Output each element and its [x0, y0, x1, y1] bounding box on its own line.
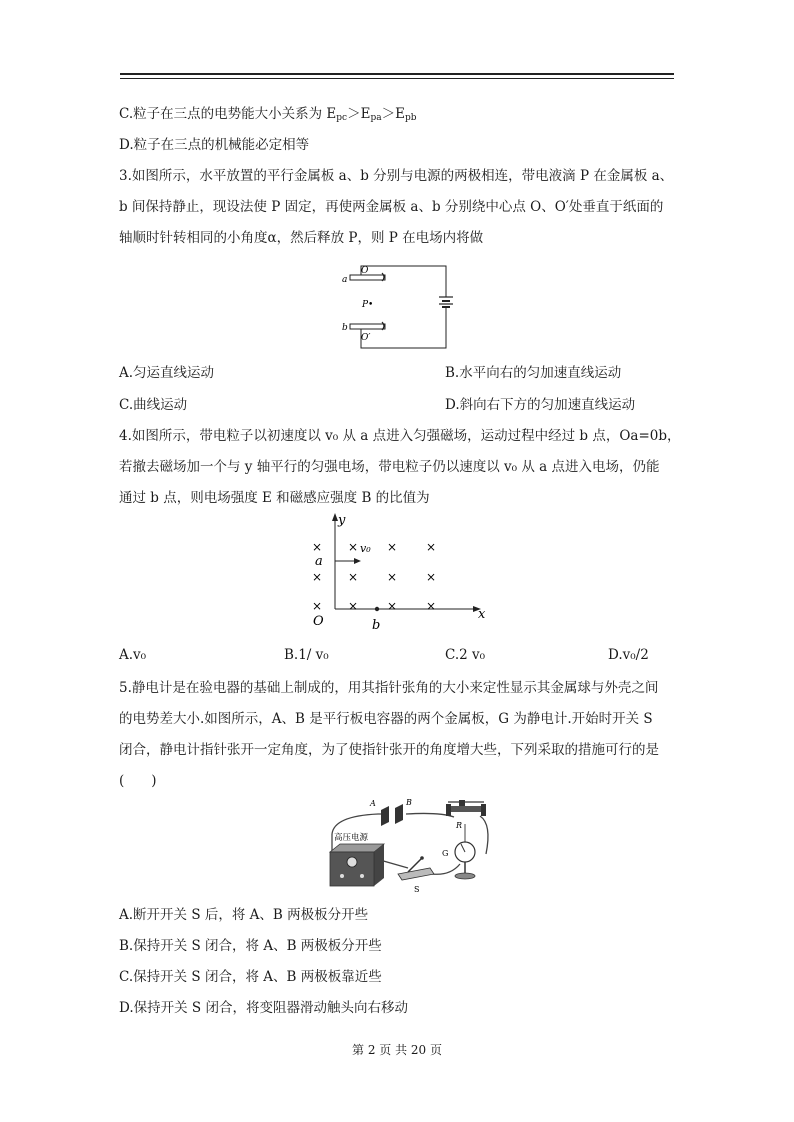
q4-axis-x-label: x: [478, 607, 486, 622]
q3-option-d: D.斜向右下方的匀加速直线运动: [445, 397, 636, 413]
q5-text-line-3: 闭合，静电计指针张开一定角度，为了使指针张开的角度增大些，下列采取的措施可行的是: [119, 742, 659, 758]
q2-option-d: D.粒子在三点的机械能必定相等: [119, 137, 310, 153]
q2-option-c: C.粒子在三点的电势能大小关系为 $E_{pc}>E_{pa}>E_{pb}$: [119, 106, 417, 123]
q5-text-line-1: 5.静电计是在验电器的基础上制成的，用其指针张角的大小来定性显示其金属球与外壳之间: [119, 680, 659, 696]
q3-label-a: a: [342, 275, 348, 285]
field-cross: ×: [425, 570, 437, 584]
field-cross: ×: [311, 540, 323, 554]
q4-point-a-label: a: [315, 554, 323, 569]
q3-label-o: O: [361, 266, 369, 276]
header-rule-thick: [120, 73, 674, 75]
q5-option-b: B.保持开关 S 闭合，将 A、B 两极板分开些: [119, 938, 382, 954]
q5-text-line-4: ( ): [119, 773, 157, 789]
q3-capacitor-figure: [338, 262, 460, 358]
q4-v0-label: v₀: [360, 542, 371, 555]
header-rule-thin: [120, 78, 674, 79]
q5-electrometer-figure: [322, 794, 494, 898]
q3-option-a: A.匀运直线运动: [119, 365, 215, 381]
field-cross: ×: [347, 570, 359, 584]
q3-text-line-3: 轴顺时针转相同的小角度α，然后释放 P，则 P 在电场内将做: [119, 230, 484, 246]
q4-text-line-2: 若撤去磁场加一个与 y 轴平行的匀强电场，带电粒子仍以速度以 v₀ 从 a 点进入电场，仍能: [119, 459, 660, 475]
q5-label-a: A: [370, 799, 376, 808]
q4-option-b: B.1/ v₀: [284, 647, 329, 663]
q3-label-p: P•: [362, 300, 374, 310]
q4-point-b-label: b: [372, 618, 381, 633]
q5-option-a: A.断开开关 S 后，将 A、B 两极板分开些: [119, 907, 369, 923]
field-cross: ×: [425, 540, 437, 554]
field-cross: ×: [347, 599, 359, 613]
q5-option-d: D.保持开关 S 闭合，将变阻器滑动触头向右移动: [119, 1000, 408, 1016]
q5-label-b: B: [406, 798, 412, 807]
q4-text-line-1: 4.如图所示，带电粒子以初速度以 v₀ 从 a 点进入匀强磁场，运动过程中经过 b 点，Oa=0b，: [119, 428, 681, 444]
page-footer: 第 2 页 共 20 页: [352, 1043, 442, 1057]
q3-text-line-2: b 间保持静止，现设法使 P 固定，再使两金属板 a、b 分别绕中心点 O、O′处垂直于纸面的: [119, 199, 664, 215]
field-cross: ×: [311, 570, 323, 584]
field-cross: ×: [386, 570, 398, 584]
q4-option-c: C.2 v₀: [445, 647, 486, 663]
q3-label-b: b: [342, 323, 348, 333]
q5-label-r: R: [456, 821, 463, 830]
q3-label-o-prime: O′: [361, 333, 371, 343]
q4-magnetic-field-figure: [305, 508, 495, 640]
q4-origin-label: O: [313, 614, 324, 629]
q5-label-source: 高压电源: [334, 833, 369, 843]
q5-option-c: C.保持开关 S 闭合，将 A、B 两极板靠近些: [119, 969, 382, 985]
field-cross: ×: [386, 540, 398, 554]
q5-label-g: G: [442, 849, 449, 858]
q3-option-b: B.水平向右的匀加速直线运动: [445, 365, 622, 381]
field-cross: ×: [311, 599, 323, 613]
q3-option-c: C.曲线运动: [119, 397, 188, 413]
q4-option-d: D.v₀/2: [608, 647, 649, 663]
q4-option-a: A.v₀: [119, 647, 147, 663]
q4-axis-y-label: y: [338, 513, 346, 528]
field-cross: ×: [347, 540, 359, 554]
field-cross: ×: [425, 599, 437, 613]
q5-label-s: S: [414, 885, 420, 894]
q5-text-line-2: 的电势差大小.如图所示，A、B 是平行板电容器的两个金属板，G 为静电计.开始时开关 S: [119, 711, 653, 727]
q4-text-line-3: 通过 b 点，则电场强度 E 和磁感应强度 B 的比值为: [119, 490, 430, 506]
q3-text-line-1: 3.如图所示，水平放置的平行金属板 a、b 分别与电源的两极相连，带电液滴 P 在金属板 a、: [119, 168, 674, 184]
field-cross: ×: [386, 599, 398, 613]
